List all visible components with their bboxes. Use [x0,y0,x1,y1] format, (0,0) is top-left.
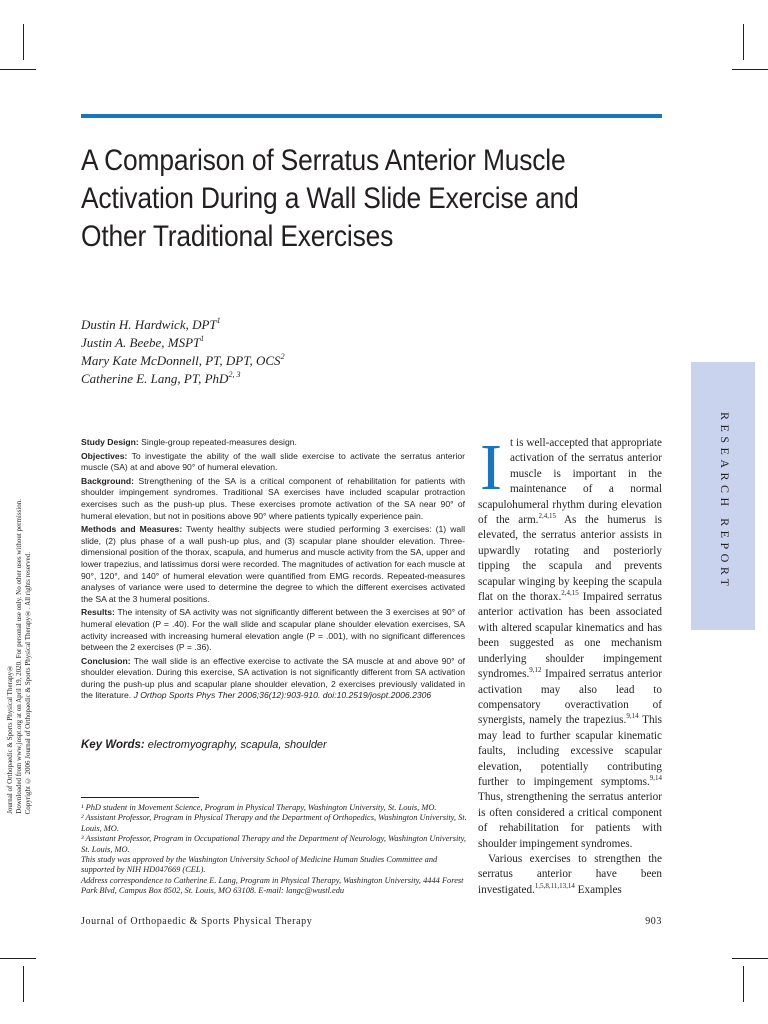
crop-mark [743,24,744,60]
author-1: Dustin H. Hardwick, DPT$^1$ [81,316,221,332]
abstract-conclusion: Conclusion: The wall slide is an effective exercise to activate the SA muscle at and above 90° of shoulder elevation. During this exercise, SA activation is not significantly different from SA activation during the push-up plus and scapular plane shoulder elevation, 2 exercises previously validated in the literature. J Orthop Sports Phys Ther 2006;36(12):903-910. doi:10.2519/jospt.2006.2306 [81,655,466,701]
crop-mark [0,958,36,959]
download-notice-line: Copyright © 2006 Journal of Orthopaedic & Sports Physical Therapy®. All rights reserved. [24,551,32,814]
footnote-rule [81,797,199,798]
footnote: ³ Assistant Professor, Program in Occupational Therapy and the Department of Neurology, Washington University, St. Louis, MO. [81,834,466,854]
footnote: This study was approved by the Washington University School of Medicine Human Studies Committee and supported by NIH HD047669 (CEL). [81,855,438,875]
body-text: It is well-accepted that appropriate activation of the serratus anterior muscle is important in the maintenance of a normal scapulohumeral rhythm during elevation of the arm.$^{2,4,15}$ As the humerus is elevated, the serratus anterior assists in upwardly rotating and posteriorly tipping the scapula and prevents scapular winging by keeping the scapula flat on the thorax.$^{2,4,15}$ Impaired serratus anterior activation has been associated with altered scapular kinematics and has been suggested as one mechanism underlying shoulder impingement syndromes.$^{9,12}$ Impaired serratus anterior activation may also lead to compensatory overactivation of synergists, namely the trapezius.$^{9,14}$ This may lead to further scapular kinematic faults, including excessive scapular elevation, potentially contributing further to impingement symptoms.$^{9,14}$ Thus, strengthening the serratus anterior is often considered a critical component of rehabilitation for patients with shoulder impingement syndromes. Various exercises to strengthen the serratus anterior have been investigated.$^{1,5,8,11,13,14}$ Examples [478,436,662,898]
abstract-citation: J Orthop Sports Phys Ther 2006;36(12):903-910. doi:10.2519/jospt.2006.2306 [133,690,432,701]
crop-mark [23,966,24,1002]
author-list [81,316,481,388]
keywords [81,739,465,751]
keywords-label: Key Words: [81,739,145,751]
abstract-study-design: Study Design: Single-group repeated-measures design. [81,437,297,447]
drop-cap: I [480,431,502,504]
footer-journal-name: Journal of Orthopaedic & Sports Physical Therapy [81,916,313,927]
footnote: ² Assistant Professor, Program in Physical Therapy and the Department of Orthopedics, Washington University, St. Louis, MO. [81,813,467,833]
page-number: 903 [645,916,662,927]
author-2: Justin A. Beebe, MSPT$^1$ [81,334,205,350]
footnotes [81,803,471,897]
crop-mark [732,69,768,70]
abstract-background: Background: Strengthening of the SA is a critical component of rehabilitation for patients with shoulder impingement syndromes. Traditional SA exercises have included scapular protraction exercises such as the push-up plus. These exercises promote activation of the SA near 90° of humeral elevation, but not in positions above 90° where patients typically experience pain. [81,475,465,521]
author-3: Mary Kate McDonnell, PT, DPT, OCS$^2$ [81,352,285,368]
keywords-text: electromyography, scapula, shoulder [147,739,327,751]
header-rule [81,114,662,118]
section-tab-label: RESEARCH REPORT [718,412,732,591]
article-title: A Comparison of Serratus Anterior Muscle Activation During a Wall Slide Exercise and Other Traditional Exercises [81,144,579,253]
footnote: Address correspondence to Catherine E. Lang, Program in Physical Therapy, Washington University, 4444 Forest Park Blvd, Campus Box 8502, St. Louis, MO 63108. E-mail: langc@wustl.edu [81,875,464,896]
crop-mark [743,966,744,1002]
download-notice-line: Journal of Orthopaedic & Sports Physical Therapy® [6,664,14,814]
body-paragraph-2: Various exercises to strengthen the serratus anterior have been investigated.$^{1,5,8,11,13,14}$ Examples [478,852,662,896]
crop-mark [732,958,768,959]
abstract [81,437,465,704]
download-notice [6,458,42,814]
footnote: ¹ PhD student in Movement Science, Program in Physical Therapy, Washington University, St. Louis, MO. [81,803,437,812]
download-notice-line: Downloaded from www.jospt.org at on April 19, 2020. For personal use only. No other uses without permission. [15,499,23,814]
author-4: Catherine E. Lang, PT, PhD$^{2, 3}$ [81,370,241,386]
abstract-methods: Methods and Measures: Twenty healthy subjects were studied performing 3 exercises: (1) wall slide, (2) plus phase of a wall push-up plus, and (3) scapular plane shoulder elevation. Three-dimensional position of the thorax, scapula, and humerus and muscle activity from the SA, upper and lower trapezius, and latissimus dorsi were recorded. The magnitudes of activation for each muscle at 90°, 120°, and 140° of humeral elevation were quantified from EMG records. Repeated-measures analyses of variance were used to determine the degree to which the different exercises activated the SA at the 3 humeral positions. [81,524,466,604]
crop-mark [23,24,24,60]
crop-mark [0,69,36,70]
abstract-objectives: Objectives: To investigate the ability of the wall slide exercise to activate the serratus anterior muscle (SA) at and above 90° of humeral elevation. [81,450,465,473]
abstract-results: Results: The intensity of SA activity was not significantly different between the 3 exercises at 90° of humeral elevation (P = .40). For the wall slide and scapular plane shoulder elevation exercises, SA activity increased with increasing humeral elevation angle (P = .001), with no significant differences between the 2 exercises (P = .36). [81,607,465,653]
